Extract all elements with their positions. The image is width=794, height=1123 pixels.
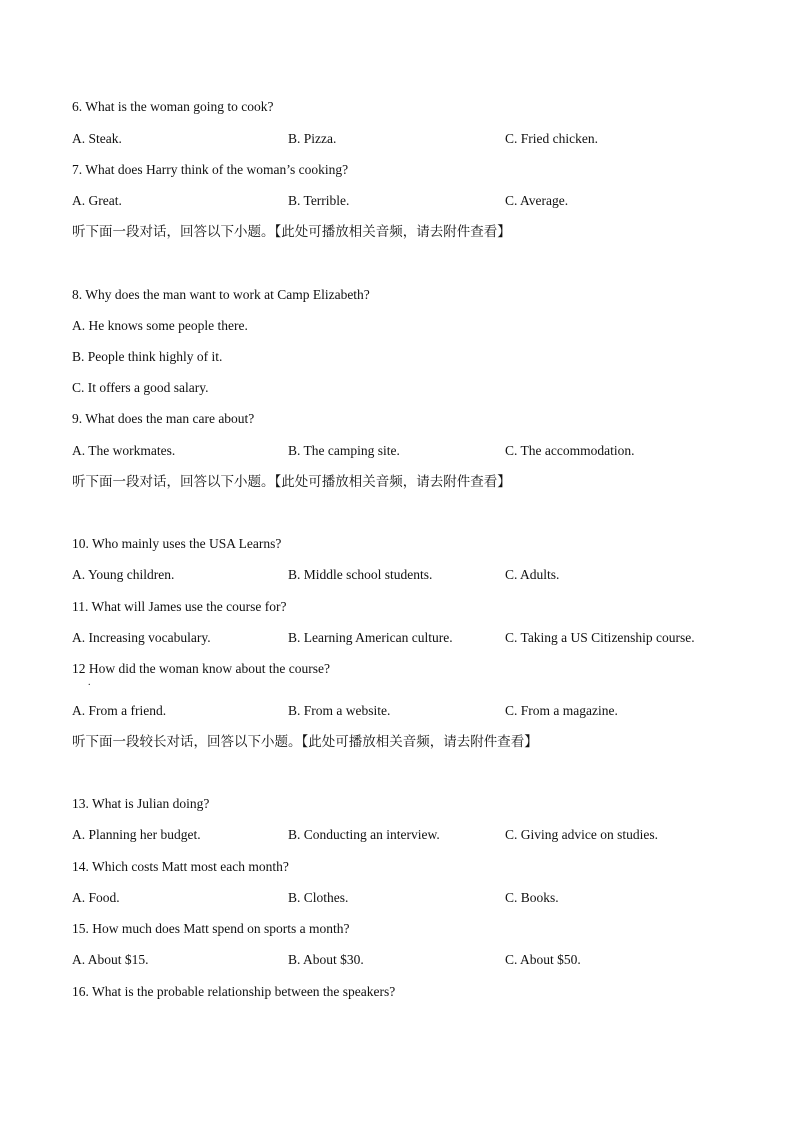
question-8: 8. Why does the man want to work at Camp Elizabeth? <box>72 287 370 302</box>
q15-option-a: A. About $15. <box>72 952 149 967</box>
q13-option-a: A. Planning her budget. <box>72 827 201 842</box>
q13-option-b: B. Conducting an interview. <box>288 827 440 842</box>
q12-dot: . <box>88 677 91 688</box>
q8-option-a: A. He knows some people there. <box>72 318 248 333</box>
q13-option-c: C. Giving advice on studies. <box>505 827 658 842</box>
q11-option-c: C. Taking a US Citizenship course. <box>505 630 695 645</box>
q10-option-c: C. Adults. <box>505 567 560 582</box>
question-14: 14. Which costs Matt most each month? <box>72 859 289 874</box>
question-12: 12 How did the woman know about the course? <box>72 661 330 676</box>
listening-instruction: 听下面一段较长对话，回答以下小题。【此处可播放相关音频，请去附件查看】 <box>72 734 538 750</box>
q6-option-b: B. Pizza. <box>288 131 337 146</box>
q11-option-b: B. Learning American culture. <box>288 630 453 645</box>
q7-option-b: B. Terrible. <box>288 193 350 208</box>
q12-option-a: A. From a friend. <box>72 703 167 718</box>
q10-option-b: B. Middle school students. <box>288 567 433 582</box>
q8-option-b: B. People think highly of it. <box>72 349 223 364</box>
q15-option-b: B. About $30. <box>288 952 364 967</box>
q7-option-a: A. Great. <box>72 193 122 208</box>
q14-option-b: B. Clothes. <box>288 890 349 905</box>
q12-option-c: C. From a magazine. <box>505 703 618 718</box>
q8-option-c: C. It offers a good salary. <box>72 380 209 395</box>
q9-option-a: A. The workmates. <box>72 443 176 458</box>
q6-option-a: A. Steak. <box>72 131 122 146</box>
q14-option-c: C. Books. <box>505 890 559 905</box>
listening-instruction: 听下面一段对话，回答以下小题。【此处可播放相关音频，请去附件查看】 <box>72 224 511 240</box>
q10-option-a: A. Young children. <box>72 567 175 582</box>
q7-option-c: C. Average. <box>505 193 569 208</box>
listening-instruction: 听下面一段对话，回答以下小题。【此处可播放相关音频，请去附件查看】 <box>72 474 511 490</box>
question-11: 11. What will James use the course for? <box>72 599 287 614</box>
q11-option-a: A. Increasing vocabulary. <box>72 630 211 645</box>
q14-option-a: A. Food. <box>72 890 120 905</box>
question-9: 9. What does the man care about? <box>72 411 255 426</box>
q9-option-b: B. The camping site. <box>288 443 400 458</box>
question-7: 7. What does Harry think of the woman’s cooking? <box>72 162 349 177</box>
q9-option-c: C. The accommodation. <box>505 443 635 458</box>
question-10: 10. Who mainly uses the USA Learns? <box>72 536 282 551</box>
q15-option-c: C. About $50. <box>505 952 581 967</box>
question-16: 16. What is the probable relationship between the speakers? <box>72 984 396 999</box>
q6-option-c: C. Fried chicken. <box>505 131 598 146</box>
question-15: 15. How much does Matt spend on sports a month? <box>72 921 350 936</box>
q12-option-b: B. From a website. <box>288 703 391 718</box>
question-6: 6. What is the woman going to cook? <box>72 99 274 114</box>
question-13: 13. What is Julian doing? <box>72 796 210 811</box>
